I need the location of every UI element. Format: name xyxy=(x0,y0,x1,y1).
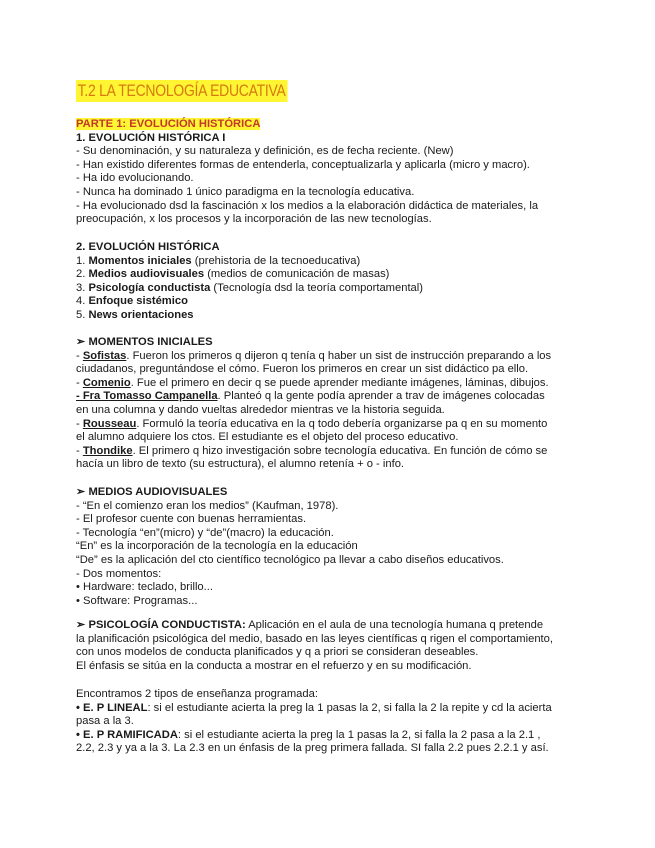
rousseau-line: - Rousseau. Formuló la teoría educativa en la q todo debería organizarse pa q en su momento xyxy=(76,417,548,430)
ensenanza-intro: Encontramos 2 tipos de enseñanza programada: xyxy=(76,688,318,700)
psico-line1: Aplicación en el aula de una tecnología humana q pretende xyxy=(245,619,544,631)
part1-line: - Ha evolucionado dsd la fascinación x los medios a la elaboración didáctica de materiales, la xyxy=(76,199,539,212)
medios-line: - Dos momentos: xyxy=(76,567,162,580)
fra-cont: en una columna y dando vueltas alrededor mientras ve la historia seguida. xyxy=(76,403,445,416)
sofistas-name: Sofistas xyxy=(82,349,127,362)
part1-section xyxy=(76,118,581,227)
lineal-label: • E. P LINEAL xyxy=(76,701,148,714)
psico-line: la planificación psicológica del medio, basado en las leyes científicas q rigen el comportamiento, xyxy=(76,632,553,645)
list-item xyxy=(76,268,581,282)
sofistas-line: - Sofistas. Fueron los primeros q dijeron q tenía q haber un sist de instrucción preparando a los xyxy=(76,349,552,362)
comenio-name: Comenio xyxy=(82,376,131,389)
lineal-cont: pasa a la 3. xyxy=(76,715,134,728)
part1-line: - Su denominación, y su naturaleza y definición, es de fecha reciente. (New) xyxy=(76,145,454,158)
page-title: T.2 LA TECNOLOGÍA EDUCATIVA xyxy=(77,81,286,100)
lineal-line xyxy=(76,702,581,716)
part1-line: preocupación, x los procesos y la incorporación de las new tecnologías. xyxy=(76,213,432,226)
part1-line: - Nunca ha dominado 1 único paradigma en la tecnología educativa. xyxy=(76,185,415,198)
rousseau-cont: el alumno adquiere los ctos. El estudiante es el objeto del proceso educativo. xyxy=(76,431,459,444)
fra-text: . Planteó q la gente podía aprender a trav de imágenes colocadas xyxy=(217,390,545,403)
ensenanza-section xyxy=(76,688,581,756)
ramificada-cont: 2.2, 2.3 y ya a la 3. La 2.3 en un énfasis de la preg primera fallada. SI falla 2.2 pues 2.2.1 y así. xyxy=(76,742,549,755)
part1-heading: PARTE 1: EVOLUCIÓN HISTÓRICA xyxy=(76,118,261,130)
list-item xyxy=(76,282,581,296)
section2-heading: 2. EVOLUCIÓN HISTÓRICA xyxy=(76,241,220,253)
rousseau-name: Rousseau xyxy=(82,417,137,430)
comenio-text: . Fue el primero en decir q se puede aprender mediante imágenes, láminas, dibujos. xyxy=(130,376,549,389)
medios-line: - “En el comienzo eran los medios” (Kaufman, 1978). xyxy=(76,499,339,512)
item-rest: (medios de comunicación de masas) xyxy=(204,268,390,281)
medios-line: - Tecnología “en”(micro) y “de”(macro) la educación. xyxy=(76,526,334,539)
item-number: 2. xyxy=(76,268,86,281)
list-item xyxy=(76,309,581,323)
item-bold: Enfoque sistémico xyxy=(88,295,188,308)
item-bold: Psicología conductista xyxy=(88,281,211,294)
ramificada-line xyxy=(76,729,581,743)
thondike-cont: hacía un libro de texto (su estructura), el alumno retenía + o - info. xyxy=(76,458,405,471)
psico-line: El énfasis se sitúa en la conducta a mostrar en el refuerzo y en su modificación. xyxy=(76,659,472,672)
section2 xyxy=(76,241,581,323)
item-bold: News orientaciones xyxy=(88,308,194,321)
item-rest: (prehistoria de la tecnoeducativa) xyxy=(191,254,361,267)
part1-subheading: 1. EVOLUCIÓN HISTÓRICA I xyxy=(76,131,226,144)
ramificada-text: : si el estudiante acierta la preg la 1 pasas la 2, si falla la 2 pasa a la 2.1 , xyxy=(177,728,541,741)
medios-section xyxy=(76,486,581,608)
item-number: 4. xyxy=(76,295,86,308)
medios-line: “De” es la aplicación del cto científico tecnológico pa llevar a cabo diseños educativos. xyxy=(76,553,504,566)
thondike-line: - Thondike. El primero q hizo investigación sobre tecnología educativa. En función de cómo se xyxy=(76,444,548,457)
thondike-name: Thondike xyxy=(82,444,133,457)
part1-line: - Ha ido evolucionando. xyxy=(76,172,194,185)
momentos-heading: ➢ MOMENTOS INICIALES xyxy=(76,336,213,348)
item-number: 1. xyxy=(76,254,86,267)
medios-line: • Hardware: teclado, brillo... xyxy=(76,581,213,594)
ramificada-label: • E. P RAMIFICADA xyxy=(76,728,178,741)
list-item xyxy=(76,255,581,269)
comenio-line: - Comenio. Fue el primero en decir q se puede aprender mediante imágenes, láminas, dibujos. xyxy=(76,376,549,389)
item-number: 5. xyxy=(76,308,86,321)
medios-line: • Software: Programas... xyxy=(76,594,198,607)
fra-line xyxy=(76,390,581,404)
part1-line: - Han existido diferentes formas de entenderla, conceptualizarla y aplicarla (micro y macro). xyxy=(76,158,530,171)
lineal-text: : si el estudiante acierta la preg la 1 pasas la 2, si falla la 2 la repite y cd la acierta xyxy=(147,701,552,714)
fra-name: - Fra Tomasso Campanella xyxy=(76,390,218,403)
psico-heading: ➢ PSICOLOGÍA CONDUCTISTA: xyxy=(76,619,246,631)
momentos-section xyxy=(76,336,581,472)
item-number: 3. xyxy=(76,281,86,294)
item-bold: Momentos iniciales xyxy=(88,254,192,267)
rousseau-text: . Formuló la teoría educativa en la q todo debería organizarse pa q en su momento xyxy=(136,417,548,430)
psico-line: con unos modelos de conducta planificados y q a priori se consideran deseables. xyxy=(76,646,479,659)
sofistas-cont: ciudadanos, preguntándose el cómo. Fueron los primeros en crear un sist didáctico pa ello. xyxy=(76,363,529,376)
sofistas-text: . Fueron los primeros q dijeron q tenía q haber un sist de instrucción preparando a los xyxy=(126,349,552,362)
list-item xyxy=(76,295,581,309)
psico-section xyxy=(76,619,581,673)
thondike-text: . El primero q hizo investigación sobre tecnología educativa. En función de cómo se xyxy=(132,444,548,457)
medios-line: “En” es la incorporación de la tecnología en la educación xyxy=(76,540,358,553)
medios-line: - El profesor cuente con buenas herramientas. xyxy=(76,513,307,526)
item-bold: Medios audiovisuales xyxy=(88,268,205,281)
item-rest: (Tecnología dsd la teoría comportamental) xyxy=(210,281,423,294)
medios-heading: ➢ MEDIOS AUDIOVISUALES xyxy=(76,486,228,498)
